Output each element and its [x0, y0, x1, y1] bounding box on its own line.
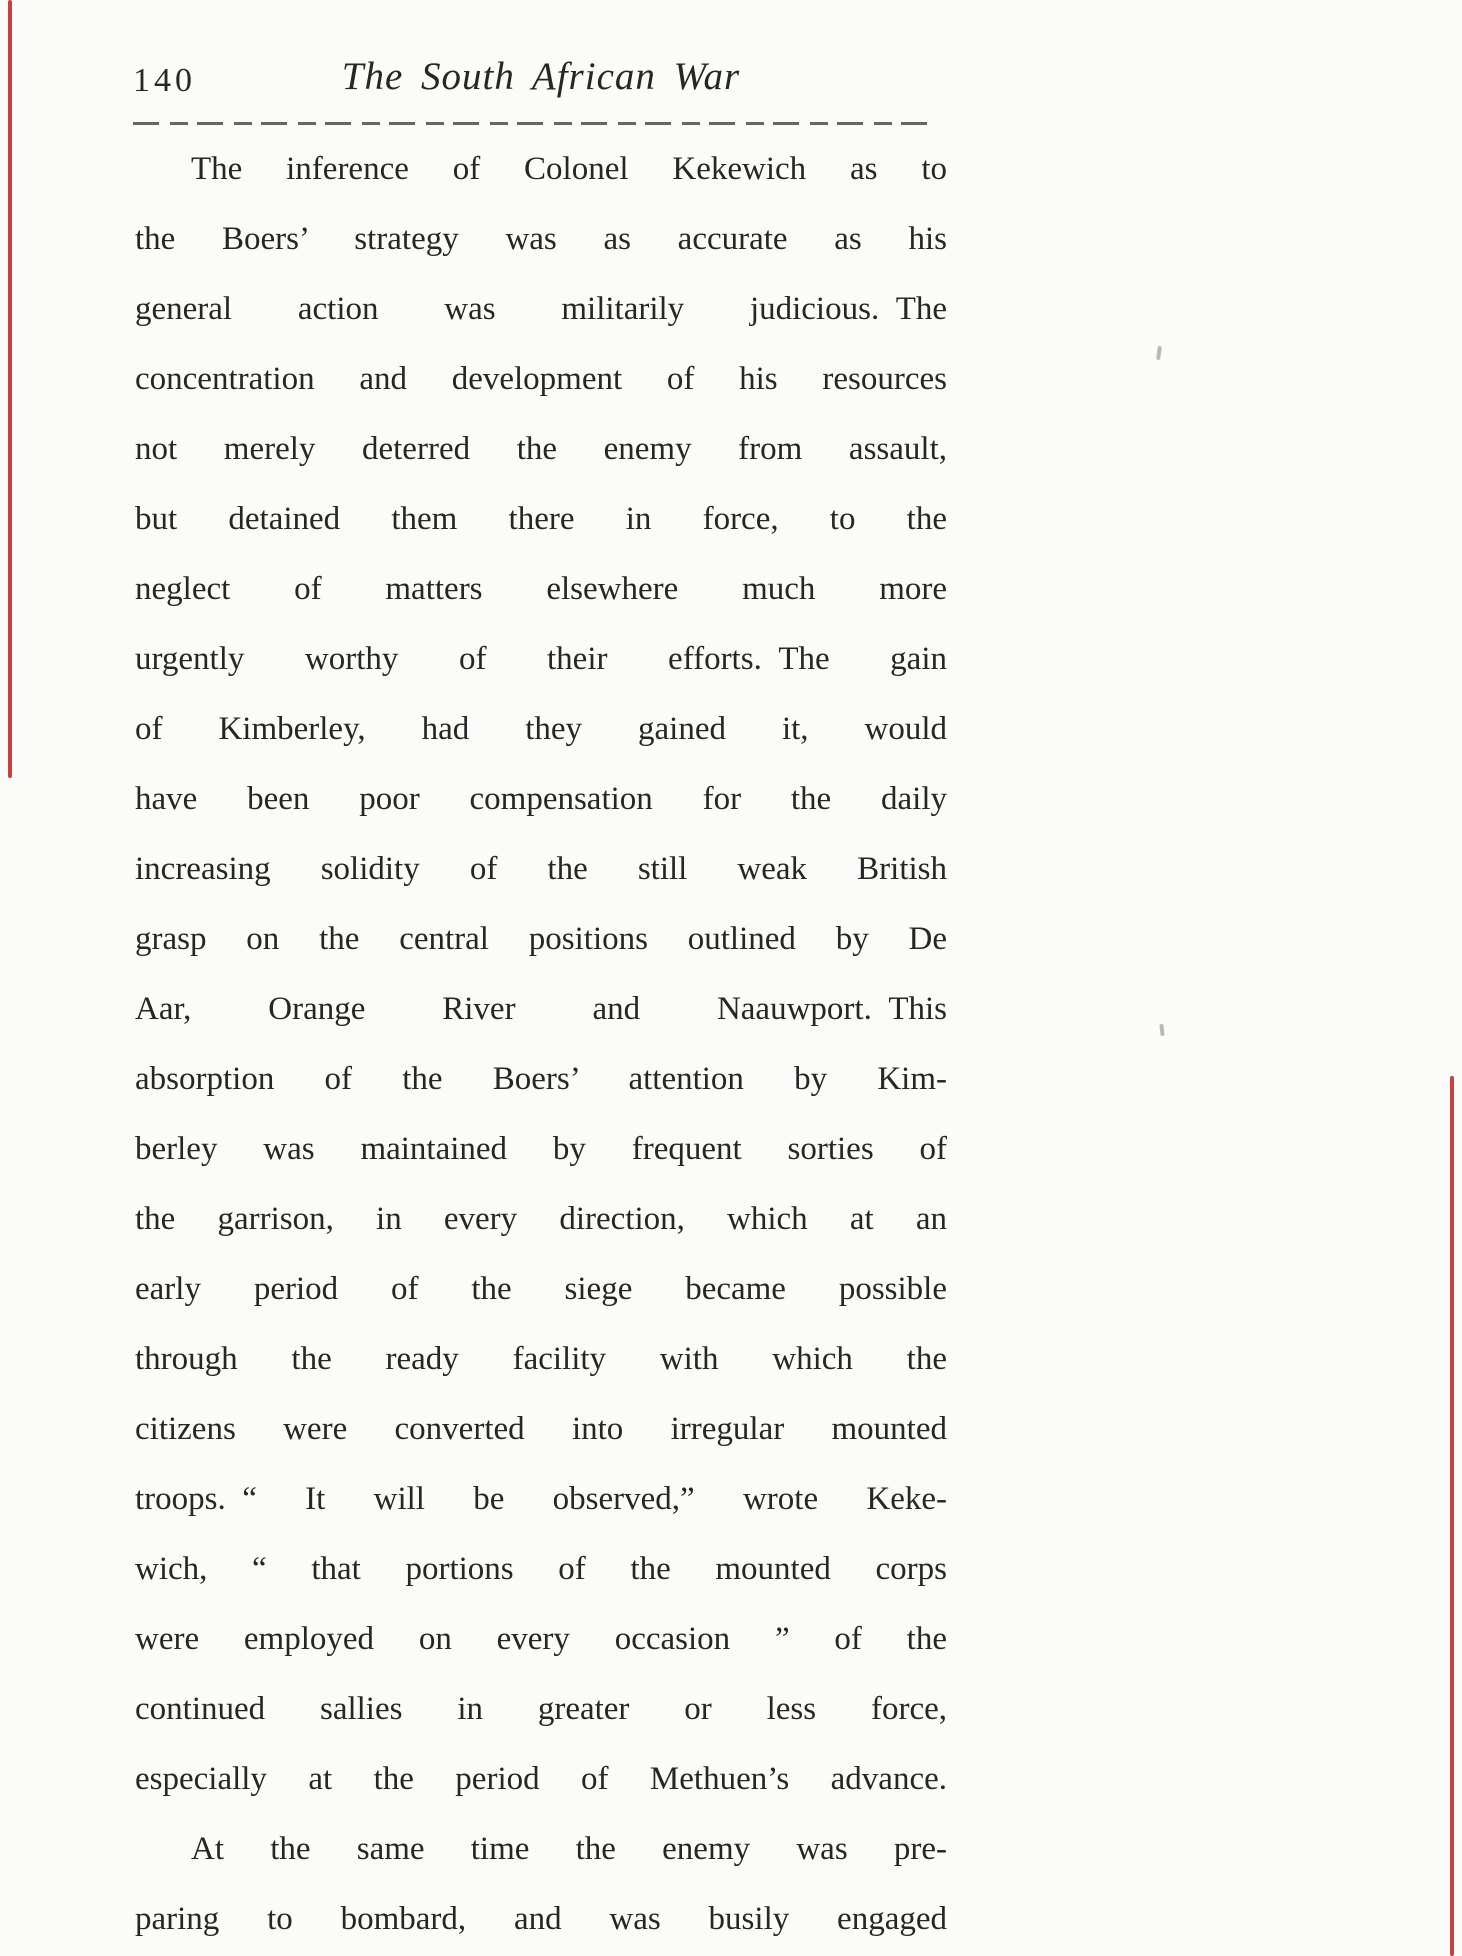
scan-artifact [1159, 1024, 1164, 1036]
text-line: berley was maintained by frequent sorties of [135, 1131, 947, 1167]
text-line: paring to bombard, and was busily engaged [135, 1901, 947, 1937]
text-line: early period of the siege became possible [135, 1271, 947, 1307]
text-line: citizens were converted into irregular mounted [135, 1411, 947, 1447]
scan-red-line-right [1450, 1076, 1454, 1956]
text-line: At the same time the enemy was pre- [191, 1831, 947, 1867]
text-line: were employed on every occasion ” of the [135, 1621, 947, 1657]
text-line: of Kimberley, had they gained it, would [135, 711, 947, 747]
text-line: general action was militarily judicious. The [135, 291, 947, 327]
text-line: the garrison, in every direction, which at an [135, 1201, 947, 1237]
text-line: especially at the period of Methuen’s advance. [135, 1761, 947, 1797]
text-line: Aar, Orange River and Naauwport. This [135, 991, 947, 1027]
text-line: concentration and development of his resources [135, 361, 947, 397]
text-line: increasing solidity of the still weak British [135, 851, 947, 887]
header-rule [133, 122, 935, 125]
running-title: The South African War [341, 55, 741, 98]
text-line: The inference of Colonel Kekewich as to [191, 151, 947, 187]
text-line: troops. “ It will be observed,” wrote Keke- [135, 1481, 947, 1517]
text-line: but detained them there in force, to the [135, 501, 947, 537]
scan-red-line-left [8, 0, 12, 778]
text-line: continued sallies in greater or less force, [135, 1691, 947, 1727]
text-line: neglect of matters elsewhere much more [135, 571, 947, 607]
text-line: urgently worthy of their efforts. The gain [135, 641, 947, 677]
text-line: absorption of the Boers’ attention by Kim- [135, 1061, 947, 1097]
text-line: wich, “ that portions of the mounted corps [135, 1551, 947, 1587]
body-text [135, 134, 947, 1954]
text-line: through the ready facility with which the [135, 1341, 947, 1377]
text-line: have been poor compensation for the daily [135, 781, 947, 817]
text-line: grasp on the central positions outlined by De [135, 921, 947, 957]
text-line: the Boers’ strategy was as accurate as his [135, 221, 947, 257]
text-line: not merely deterred the enemy from assault, [135, 431, 947, 467]
page-number: 140 [133, 62, 196, 99]
scan-artifact [1156, 346, 1162, 360]
